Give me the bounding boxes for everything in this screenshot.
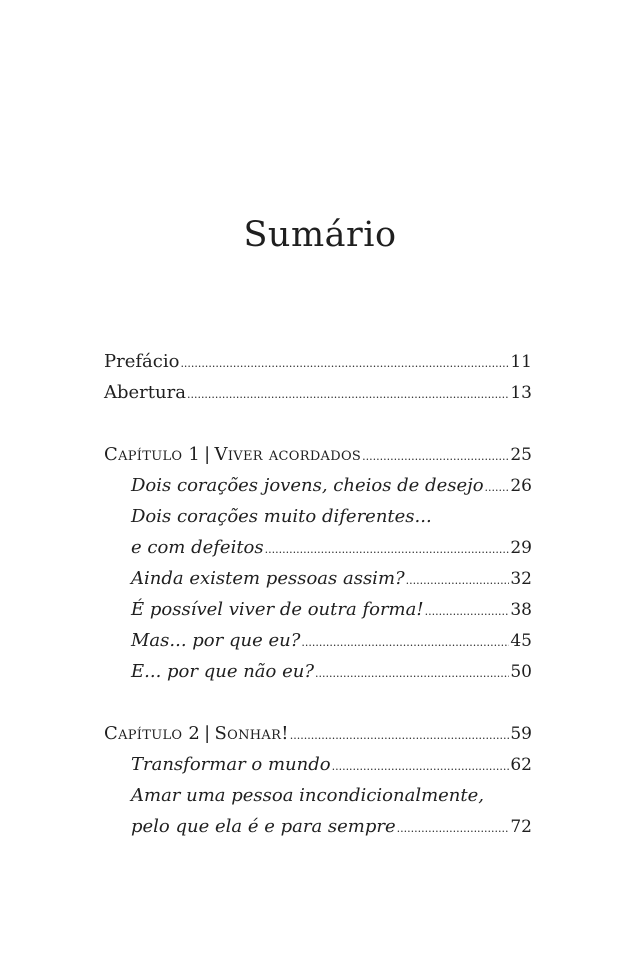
toc-entry-label: Prefácio [104,351,180,372]
toc-page-number: 32 [510,569,532,589]
page-title: Sumário [243,215,397,256]
dot-leader [425,594,510,627]
toc-entry-label: Transformar o mundo [131,754,331,775]
chapter-separator: | [204,444,211,465]
dot-leader [315,656,509,689]
dot-leader [332,749,510,782]
dot-leader [397,811,510,844]
toc-entry-label: Amar uma pessoa incondicionalmente, [131,785,484,806]
toc-entry-label: É possível viver de outra forma! [131,599,424,620]
chapter-number: Capítulo 2 [104,723,201,744]
toc-entry-label: Mas... por que eu? [131,630,301,651]
dot-leader [301,625,509,658]
chapter-title: Sonhar! [214,723,289,744]
chapter-title: Viver acordados [214,444,362,465]
toc-chapter-2 [104,718,532,749]
chapter-heading [104,439,361,470]
toc-subentry [104,563,532,594]
toc-page-number: 72 [510,817,532,837]
toc-page-number: 13 [510,383,532,403]
toc-subentry [104,594,532,625]
dot-leader [290,718,510,751]
dot-leader [265,532,510,565]
dot-leader [187,377,509,410]
toc-entry-label: pelo que ela é e para sempre [131,816,396,837]
toc-subentry [104,470,532,501]
toc-page-number: 26 [510,476,532,496]
toc-subentry [104,749,532,780]
toc-page-number: 25 [510,445,532,465]
toc-entry-label: Abertura [104,382,186,403]
toc-chapter-1 [104,439,532,470]
toc-subentry [104,656,532,687]
toc-entry-label: Dois corações muito diferentes... [131,506,432,527]
toc-page-number: 29 [510,538,532,558]
toc-page-number: 11 [510,352,532,372]
chapter-separator: | [204,723,211,744]
toc-subentry [104,811,532,842]
dot-leader [485,470,510,503]
toc-page-number: 45 [510,631,532,651]
toc-entry-label: e com defeitos [131,537,264,558]
toc-entry-label: E... por que não eu? [131,661,314,682]
toc-subentry [104,532,532,563]
dot-leader [406,563,510,596]
toc-entry-abertura [104,377,532,408]
dot-leader [180,346,509,379]
toc-subentry [104,625,532,656]
toc-entry-label: Dois corações jovens, cheios de desejo [131,475,484,496]
table-of-contents [104,346,532,842]
toc-page-number: 62 [510,755,532,775]
toc-entry-prefacio [104,346,532,377]
toc-subentry [104,501,532,532]
chapter-heading [104,718,289,749]
toc-page-number: 50 [510,662,532,682]
toc-entry-label: Ainda existem pessoas assim? [131,568,405,589]
toc-page-number: 59 [510,724,532,744]
chapter-number: Capítulo 1 [104,444,201,465]
toc-page-number: 38 [510,600,532,620]
dot-leader [362,439,509,472]
toc-subentry [104,780,532,811]
